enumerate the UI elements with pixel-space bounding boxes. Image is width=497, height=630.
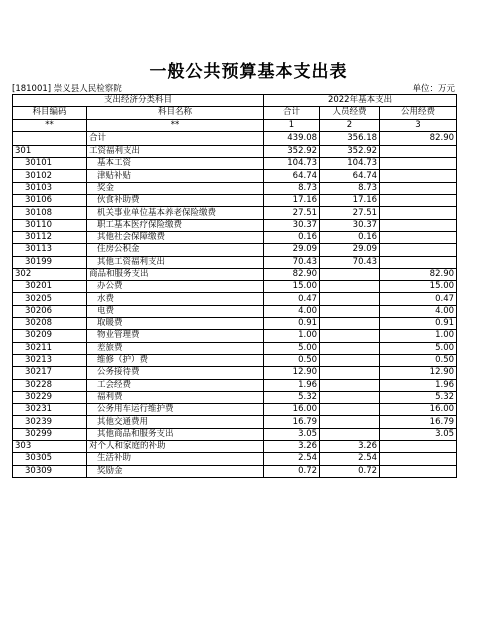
- row-total: 5.00: [264, 342, 320, 354]
- row-code: 301: [13, 145, 87, 157]
- row-personnel: 3.26: [320, 441, 380, 453]
- row-total: 29.09: [264, 244, 320, 256]
- row-personnel: [320, 379, 380, 391]
- header-column-row: [13, 107, 457, 119]
- total-row: [13, 131, 457, 145]
- row-name: 奖励金: [87, 465, 264, 477]
- row-total: 70.43: [264, 256, 320, 268]
- total-code: [13, 131, 87, 145]
- row-name: 福利费: [87, 391, 264, 403]
- header-public: 公用经费: [380, 107, 457, 119]
- row-personnel: 0.16: [320, 231, 380, 243]
- row-total: 0.47: [264, 293, 320, 305]
- row-personnel: 0.72: [320, 465, 380, 477]
- table-row: [13, 318, 457, 330]
- row-name: 其他社会保障缴费: [87, 231, 264, 243]
- row-total: 16.00: [264, 404, 320, 416]
- table-row: [13, 195, 457, 207]
- row-code: 30101: [13, 158, 87, 170]
- row-personnel: 30.37: [320, 219, 380, 231]
- row-total: 352.92: [264, 145, 320, 157]
- header-group-right: 2022年基本支出: [264, 95, 457, 107]
- row-code: 30217: [13, 367, 87, 379]
- row-public: [380, 244, 457, 256]
- row-public: 0.91: [380, 318, 457, 330]
- row-public: 12.90: [380, 367, 457, 379]
- row-total: 12.90: [264, 367, 320, 379]
- row-name: 基本工资: [87, 158, 264, 170]
- row-public: [380, 195, 457, 207]
- header-group-left: 支出经济分类科目: [13, 95, 264, 107]
- row-public: 16.00: [380, 404, 457, 416]
- row-total: 30.37: [264, 219, 320, 231]
- row-total: 0.91: [264, 318, 320, 330]
- row-public: 5.00: [380, 342, 457, 354]
- table-row: [13, 342, 457, 354]
- row-name: 物业管理费: [87, 330, 264, 342]
- row-personnel: 27.51: [320, 207, 380, 219]
- row-name: 维修（护）费: [87, 354, 264, 366]
- row-total: 27.51: [264, 207, 320, 219]
- row-public: [380, 231, 457, 243]
- row-name: 商品和服务支出: [87, 268, 264, 280]
- row-personnel: [320, 330, 380, 342]
- row-code: 30228: [13, 379, 87, 391]
- row-personnel: [320, 318, 380, 330]
- row-public: [380, 256, 457, 268]
- table-row: [13, 453, 457, 465]
- row-code: 30211: [13, 342, 87, 354]
- table-row: [13, 391, 457, 403]
- row-personnel: [320, 268, 380, 280]
- row-code: 30113: [13, 244, 87, 256]
- row-personnel: 104.73: [320, 158, 380, 170]
- table-row: [13, 145, 457, 157]
- row-public: [380, 170, 457, 182]
- total-public: 82.90: [380, 131, 457, 145]
- row-total: 0.16: [264, 231, 320, 243]
- row-code: 30229: [13, 391, 87, 403]
- row-total: 15.00: [264, 281, 320, 293]
- row-total: 16.79: [264, 416, 320, 428]
- header-index-row: [13, 119, 457, 131]
- row-name: 其他工资福利支出: [87, 256, 264, 268]
- header-code: 科目编码: [13, 107, 87, 119]
- row-personnel: 352.92: [320, 145, 380, 157]
- row-name: 电费: [87, 305, 264, 317]
- row-name: 差旅费: [87, 342, 264, 354]
- table-row: [13, 293, 457, 305]
- row-code: 302: [13, 268, 87, 280]
- table-row: [13, 441, 457, 453]
- index-2: 2: [320, 119, 380, 131]
- row-total: 8.73: [264, 182, 320, 194]
- row-code: 30309: [13, 465, 87, 477]
- row-public: [380, 207, 457, 219]
- row-personnel: [320, 305, 380, 317]
- row-personnel: [320, 367, 380, 379]
- row-code: 30305: [13, 453, 87, 465]
- row-personnel: [320, 391, 380, 403]
- row-total: 4.00: [264, 305, 320, 317]
- table-row: [13, 231, 457, 243]
- row-name: 办公费: [87, 281, 264, 293]
- table-row: [13, 268, 457, 280]
- row-public: [380, 453, 457, 465]
- row-total: 82.90: [264, 268, 320, 280]
- total-personnel: 356.18: [320, 131, 380, 145]
- row-code: 30206: [13, 305, 87, 317]
- table-row: [13, 305, 457, 317]
- table-row: [13, 219, 457, 231]
- row-name: 伙食补助费: [87, 195, 264, 207]
- row-code: 30208: [13, 318, 87, 330]
- index-3: 3: [380, 119, 457, 131]
- table-row: [13, 367, 457, 379]
- row-name: 奖金: [87, 182, 264, 194]
- row-public: 5.32: [380, 391, 457, 403]
- row-name: 住房公积金: [87, 244, 264, 256]
- row-code: 30299: [13, 428, 87, 440]
- total-sum: 439.08: [264, 131, 320, 145]
- row-code: 30209: [13, 330, 87, 342]
- row-name: 取暖费: [87, 318, 264, 330]
- row-public: 82.90: [380, 268, 457, 280]
- row-total: 0.72: [264, 465, 320, 477]
- row-personnel: [320, 293, 380, 305]
- row-code: 30205: [13, 293, 87, 305]
- row-public: [380, 182, 457, 194]
- row-code: 30231: [13, 404, 87, 416]
- row-code: 30201: [13, 281, 87, 293]
- row-personnel: [320, 416, 380, 428]
- row-personnel: 29.09: [320, 244, 380, 256]
- row-public: 1.96: [380, 379, 457, 391]
- table-row: [13, 170, 457, 182]
- row-name: 公务用车运行维护费: [87, 404, 264, 416]
- row-total: 64.74: [264, 170, 320, 182]
- row-public: 16.79: [380, 416, 457, 428]
- row-public: 0.50: [380, 354, 457, 366]
- row-code: 30213: [13, 354, 87, 366]
- row-personnel: [320, 281, 380, 293]
- table-row: [13, 465, 457, 477]
- row-total: 5.32: [264, 391, 320, 403]
- row-personnel: [320, 428, 380, 440]
- row-name: 工资福利支出: [87, 145, 264, 157]
- header-total: 合计: [264, 107, 320, 119]
- row-name: 水费: [87, 293, 264, 305]
- table-row: [13, 354, 457, 366]
- row-public: 3.05: [380, 428, 457, 440]
- row-total: 3.05: [264, 428, 320, 440]
- budget-table: [12, 94, 457, 478]
- row-code: 30110: [13, 219, 87, 231]
- row-code: 30102: [13, 170, 87, 182]
- table-row: [13, 244, 457, 256]
- row-public: [380, 465, 457, 477]
- row-personnel: [320, 404, 380, 416]
- row-personnel: [320, 354, 380, 366]
- row-public: [380, 145, 457, 157]
- table-row: [13, 416, 457, 428]
- row-public: [380, 219, 457, 231]
- table-row: [13, 281, 457, 293]
- table-row: [13, 404, 457, 416]
- row-public: [380, 158, 457, 170]
- table-row: [13, 256, 457, 268]
- row-name: 津贴补贴: [87, 170, 264, 182]
- table-row: [13, 379, 457, 391]
- unit-info: [181001] 崇义县人民检察院: [12, 84, 122, 94]
- row-public: 15.00: [380, 281, 457, 293]
- row-name: 对个人和家庭的补助: [87, 441, 264, 453]
- table-row: [13, 207, 457, 219]
- table-row: [13, 158, 457, 170]
- page-title: 一般公共预算基本支出表: [149, 62, 348, 82]
- row-total: 0.50: [264, 354, 320, 366]
- row-total: 3.26: [264, 441, 320, 453]
- row-total: 1.00: [264, 330, 320, 342]
- header-group-row: [13, 95, 457, 107]
- row-personnel: 2.54: [320, 453, 380, 465]
- table-row: [13, 428, 457, 440]
- row-total: 1.96: [264, 379, 320, 391]
- row-name: 机关事业单位基本养老保险缴费: [87, 207, 264, 219]
- table-row: [13, 182, 457, 194]
- currency-unit: 单位：万元: [412, 84, 455, 94]
- row-public: [380, 441, 457, 453]
- row-name: 生活补助: [87, 453, 264, 465]
- row-personnel: 64.74: [320, 170, 380, 182]
- row-code: 30103: [13, 182, 87, 194]
- index-1: 1: [264, 119, 320, 131]
- row-public: 0.47: [380, 293, 457, 305]
- row-code: 30112: [13, 231, 87, 243]
- row-total: 104.73: [264, 158, 320, 170]
- row-personnel: 70.43: [320, 256, 380, 268]
- row-code: 30108: [13, 207, 87, 219]
- row-name: 工会经费: [87, 379, 264, 391]
- header-name: 科目名称: [87, 107, 264, 119]
- row-name: 其他商品和服务支出: [87, 428, 264, 440]
- row-public: 4.00: [380, 305, 457, 317]
- row-total: 2.54: [264, 453, 320, 465]
- row-code: 303: [13, 441, 87, 453]
- index-code: **: [13, 119, 87, 131]
- row-name: 其他交通费用: [87, 416, 264, 428]
- row-personnel: 8.73: [320, 182, 380, 194]
- index-name: **: [87, 119, 264, 131]
- row-name: 公务接待费: [87, 367, 264, 379]
- row-name: 职工基本医疗保险缴费: [87, 219, 264, 231]
- row-total: 17.16: [264, 195, 320, 207]
- row-personnel: 17.16: [320, 195, 380, 207]
- row-code: 30239: [13, 416, 87, 428]
- table-row: [13, 330, 457, 342]
- row-public: 1.00: [380, 330, 457, 342]
- total-label: 合计: [87, 131, 264, 145]
- row-code: 30106: [13, 195, 87, 207]
- row-code: 30199: [13, 256, 87, 268]
- row-personnel: [320, 342, 380, 354]
- header-personnel: 人员经费: [320, 107, 380, 119]
